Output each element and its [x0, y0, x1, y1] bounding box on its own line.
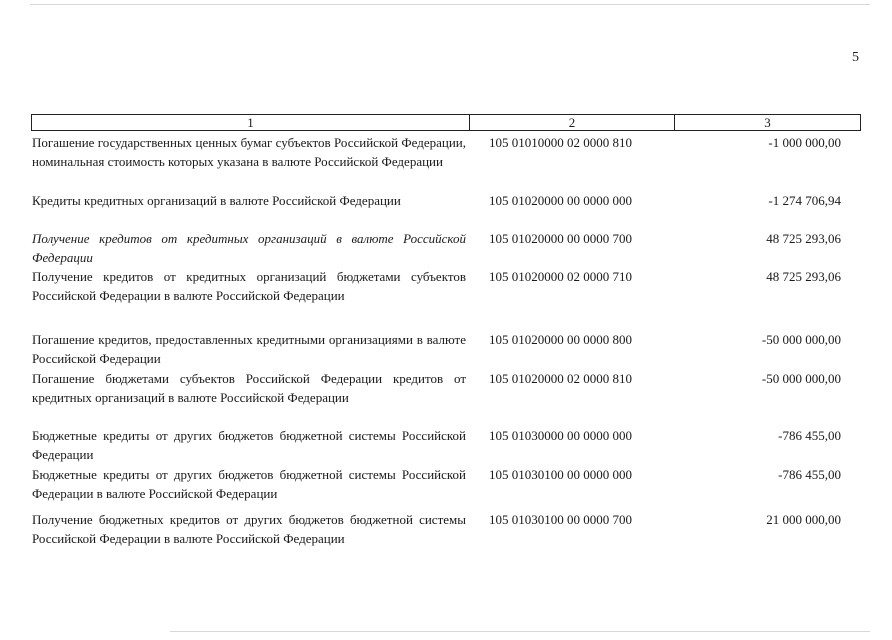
header-col-1: 1: [32, 115, 470, 130]
row-code: 105 01030100 00 0000 000: [489, 467, 632, 482]
row-code: 105 01020000 00 0000 800: [489, 332, 632, 347]
row-amount: -1 000 000,00: [768, 135, 841, 150]
row-description: Получение кредитов от кредитных организаций бюджетами субъектов Российской Федерации в валюте Российской Федерации: [32, 269, 466, 303]
row-description: Бюджетные кредиты от других бюджетов бюджетной системы Российской Федерации в валюте Российской Федерации: [32, 467, 466, 501]
row-amount: -50 000 000,00: [761, 371, 841, 386]
row-code: 105 01010000 02 0000 810: [489, 135, 632, 150]
row-code: 105 01020000 00 0000 700: [489, 231, 632, 246]
row-description: Погашение бюджетами субъектов Российской Федерации кредитов от кредитных организаций в валюте Российской Федерации: [32, 371, 466, 405]
row-code: 105 01030000 00 0000 000: [489, 428, 632, 443]
row-description: Погашение кредитов, предоставленных кредитными организациями в валюте Российской Федерации: [32, 332, 466, 366]
row-amount: -786 455,00: [778, 467, 841, 482]
row-amount: 21 000 000,00: [766, 512, 841, 527]
row-amount: 48 725 293,06: [766, 269, 841, 284]
table-header: [31, 114, 861, 131]
row-description: Получение бюджетных кредитов от других бюджетов бюджетной системы Российской Федерации в валюте Российской Федерации: [32, 512, 466, 546]
header-col-2: 2: [470, 115, 675, 130]
page-number: 5: [852, 50, 859, 65]
row-code: 105 01030100 00 0000 700: [489, 512, 632, 527]
row-amount: -50 000 000,00: [761, 332, 841, 347]
row-amount: -1 274 706,94: [768, 193, 841, 208]
row-amount: -786 455,00: [778, 428, 841, 443]
row-code: 105 01020000 02 0000 710: [489, 269, 632, 284]
row-description: Бюджетные кредиты от других бюджетов бюджетной системы Российской Федерации: [32, 428, 466, 462]
row-code: 105 01020000 02 0000 810: [489, 371, 632, 386]
row-description: Погашение государственных ценных бумаг субъектов Российской Федерации, номинальная стоимость которых указана в валюте Российской Федерации: [32, 135, 466, 169]
row-description: Получение кредитов от кредитных организаций в валюте Российской Федерации: [32, 231, 466, 265]
row-code: 105 01020000 00 0000 000: [489, 193, 632, 208]
row-amount: 48 725 293,06: [766, 231, 841, 246]
scan-artifact-top: [30, 4, 870, 5]
scan-artifact-bottom: [170, 631, 870, 632]
row-description: Кредиты кредитных организаций в валюте Российской Федерации: [32, 193, 401, 208]
header-col-3: 3: [764, 115, 771, 130]
